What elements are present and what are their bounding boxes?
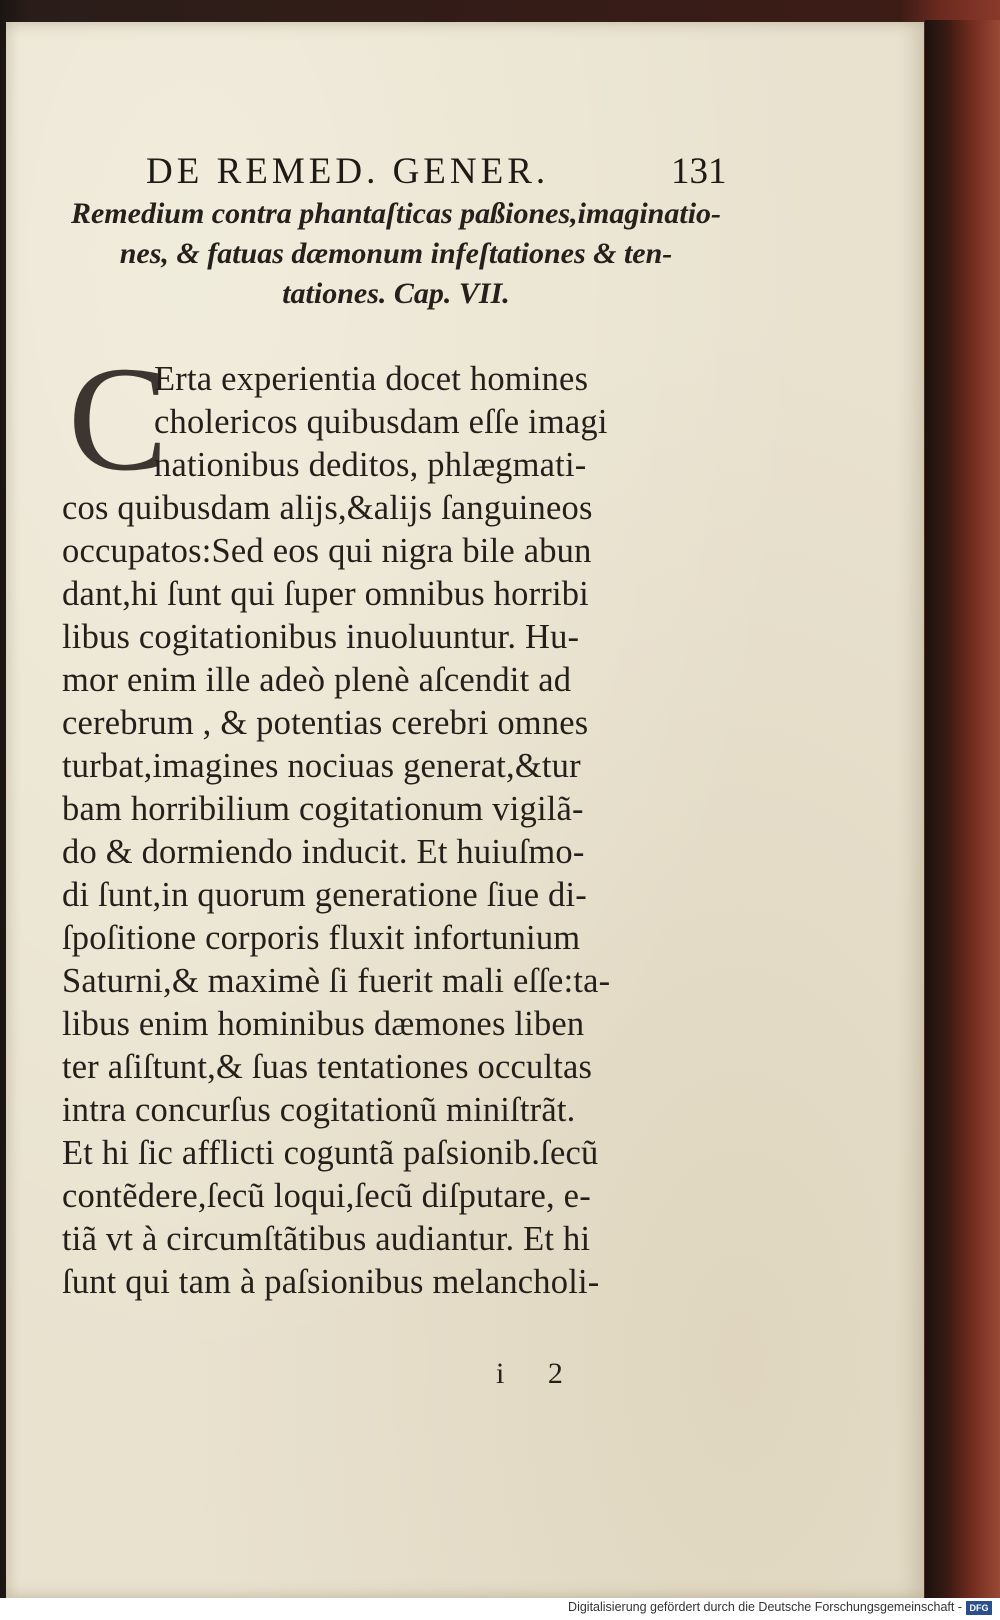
text-line: contẽdere,ſecũ loqui,ſecũ diſputare, e- (62, 1177, 591, 1215)
text-line: cerebrum , & potentias cerebri omnes (62, 704, 589, 742)
text-line: di ſunt,in quorum generatione ſiue di- (62, 876, 587, 914)
text-line: Et hi ſic afflicti coguntã paſsionib.ſecũ (62, 1134, 599, 1172)
text-line: nationibus deditos, phlægmati- (154, 446, 587, 484)
text-line: cos quibusdam alijs,&alijs ſanguineos (62, 489, 593, 527)
chapter-title (66, 194, 726, 314)
text-line: Erta experientia docet homines (154, 360, 589, 398)
chapter-title-line: tationes. Cap. VII. (282, 277, 510, 310)
footer-credit: Digitalisierung gefördert durch die Deutsche Forschungsgemeinschaft - (568, 1600, 962, 1614)
text-line: mor enim ille adeò plenè aſcendit ad (62, 661, 572, 699)
dfg-logo-icon: DFG (966, 1601, 992, 1615)
text-line: cholericos quibusdam eſſe imagi (154, 403, 608, 441)
text-line: intra concurſus cogitationũ miniſtrãt. (62, 1091, 576, 1129)
drop-cap-initial: C (68, 336, 169, 502)
running-head (146, 150, 746, 193)
text-line: do & dormiendo inducit. Et huiuſmo- (62, 833, 585, 871)
text-line: bam horribilium cogitationum vigilã- (62, 790, 584, 828)
text-line: ter aſiſtunt,& ſuas tentationes occultas (62, 1048, 593, 1086)
text-line: turbat,imagines nociuas generat,&tur (62, 747, 581, 785)
text-line: ſpoſitione corporis fluxit infortunium (62, 919, 581, 957)
chapter-title-line: nes, & fatuas dæmonum infeſtationes & ten- (119, 237, 673, 270)
text-line: ſunt qui tam à paſsionibus melancholi- (62, 1263, 600, 1301)
text-line: occupatos:Sed eos qui nigra bile abun (62, 532, 592, 570)
text-line: tiã vt à circumſtãtibus audiantur. Et hi (62, 1220, 591, 1258)
running-head-title: DE REMED. GENER. (146, 151, 550, 192)
page-number: 131 (671, 151, 727, 192)
book-edge (925, 20, 1000, 1600)
signature-mark: i 2 (496, 1357, 581, 1390)
text-line: dant,hi ſunt qui ſuper omnibus horribi (62, 575, 589, 613)
text-line: Saturni,& maximè ſi fuerit mali eſſe:ta- (62, 962, 611, 1000)
text-line: libus cogitationibus inuoluuntur. Hu- (62, 618, 580, 656)
chapter-title-line: Remedium contra phantaſticas paßiones,imaginatio- (70, 197, 722, 230)
book-page (6, 22, 924, 1598)
text-line: libus enim hominibus dæmones liben (62, 1005, 585, 1043)
